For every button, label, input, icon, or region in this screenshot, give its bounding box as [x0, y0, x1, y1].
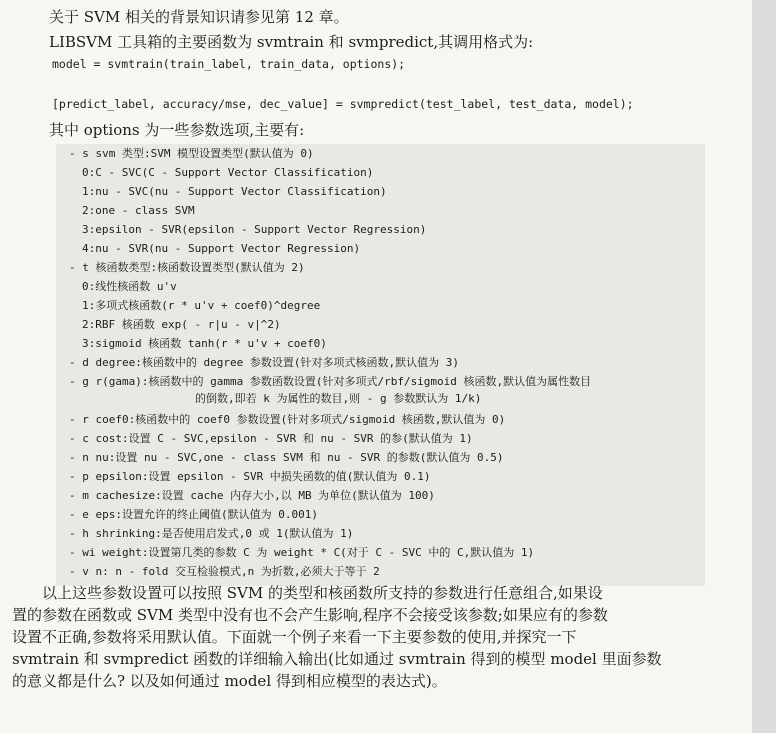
option-item: - g r(gama):核函数中的 gamma 参数函数设置(针对多项式/rbf/sigmoid 核函数,默认值为属性数目	[69, 375, 592, 388]
option-item: - p epsilon:设置 epsilon - SVR 中损失函数的值(默认值为 0.1)	[69, 470, 431, 483]
option-item: - c cost:设置 C - SVC,epsilon - SVR 和 nu - SVR 的参(默认值为 1)	[69, 432, 473, 445]
code-svmtrain: model = svmtrain(train_label, train_data, options);	[52, 57, 406, 71]
option-item: 3:epsilon - SVR(epsilon - Support Vector Regression)	[82, 223, 427, 236]
options-intro: 其中 options 为一些参数选项,主要有:	[49, 121, 305, 139]
code-svmpredict: [predict_label, accuracy/mse, dec_value] = svmpredict(test_label, test_data, model);	[52, 97, 634, 111]
option-item: - h shrinking:是否使用启发式,0 或 1(默认值为 1)	[69, 527, 354, 540]
option-item: - m cachesize:设置 cache 内存大小,以 MB 为单位(默认值为 100)	[69, 489, 435, 502]
option-item: 2:one - class SVM	[82, 204, 195, 217]
option-item: 1:nu - SVC(nu - Support Vector Classification)	[82, 185, 387, 198]
option-item: 3:sigmoid 核函数 tanh(r * u'v + coef0)	[82, 337, 327, 350]
option-item: 4:nu - SVR(nu - Support Vector Regression)	[82, 242, 361, 255]
option-item: - d degree:核函数中的 degree 参数设置(针对多项式核函数,默认值为 3)	[69, 356, 459, 369]
body-line: 以上这些参数设置可以按照 SVM 的类型和核函数所支持的参数进行任意组合,如果设	[42, 584, 603, 602]
body-line: 的意义都是什么? 以及如何通过 model 得到相应模型的表达式)。	[12, 672, 447, 690]
option-item: 的倒数,即若 k 为属性的数目,则 - g 参数默认为 1/k)	[195, 392, 482, 405]
option-item: - s svm 类型:SVM 模型设置类型(默认值为 0)	[69, 147, 314, 160]
option-item: 2:RBF 核函数 exp( - r|u - v|^2)	[82, 318, 281, 331]
body-line: svmtrain 和 svmpredict 函数的详细输入输出(比如通过 svmtrain 得到的模型 model 里面参数	[12, 650, 662, 668]
intro-line-2: LIBSVM 工具箱的主要函数为 svmtrain 和 svmpredict,其调用格式为:	[49, 33, 534, 51]
option-item: - wi weight:设置第几类的参数 C 为 weight * C(对于 C - SVC 中的 C,默认值为 1)	[69, 546, 535, 559]
body-line: 设置不正确,参数将采用默认值。下面就一个例子来看一下主要参数的使用,并探究一下	[12, 628, 577, 646]
option-item: - r coef0:核函数中的 coef0 参数设置(针对多项式/sigmoid 核函数,默认值为 0)	[69, 413, 506, 426]
option-item: 0:C - SVC(C - Support Vector Classification)	[82, 166, 374, 179]
option-item: - e eps:设置允许的终止阈值(默认值为 0.001)	[69, 508, 318, 521]
option-item: - t 核函数类型:核函数设置类型(默认值为 2)	[69, 261, 305, 274]
option-item: - v n: n - fold 交互检验模式,n 为折数,必须大于等于 2	[69, 565, 380, 578]
intro-line-1: 关于 SVM 相关的背景知识请参见第 12 章。	[49, 8, 349, 26]
option-item: 0:线性核函数 u'v	[82, 280, 177, 293]
option-item: - n nu:设置 nu - SVC,one - class SVM 和 nu - SVR 的参数(默认值为 0.5)	[69, 451, 504, 464]
body-paragraph	[12, 582, 720, 692]
page-edge-strip	[752, 0, 776, 733]
body-line: 置的参数在函数或 SVM 类型中没有也不会产生影响,程序不会接受该参数;如果应有的参数	[12, 606, 608, 624]
option-item: 1:多项式核函数(r * u'v + coef0)^degree	[82, 299, 321, 312]
